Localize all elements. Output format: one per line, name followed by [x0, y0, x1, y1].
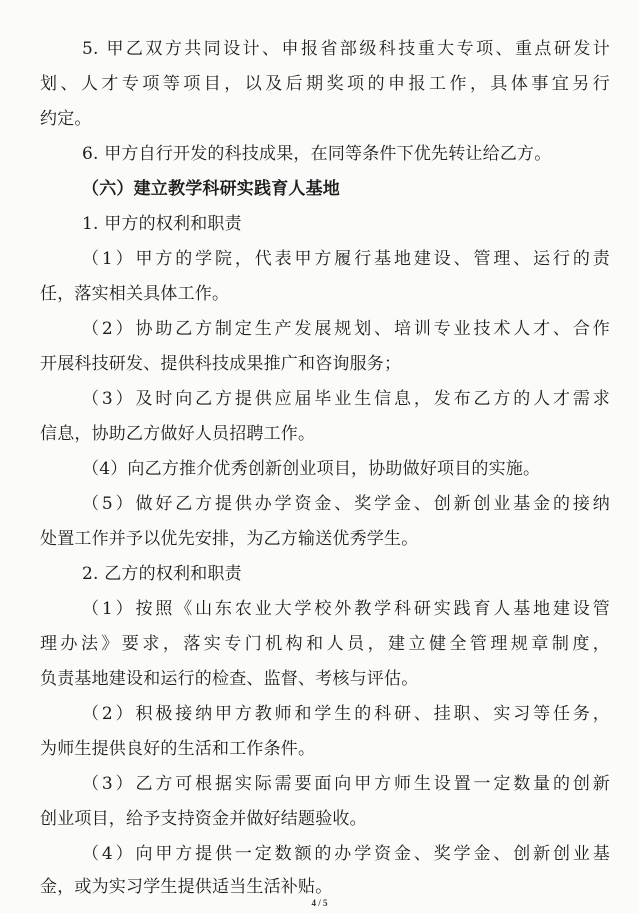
- paragraph-line: （1）甲方的学院，代表甲方履行基地建设、管理、运行的责: [82, 249, 610, 269]
- paragraph-line: 划、人才专项等项目，以及后期奖项的申报工作，具体事宜另行: [40, 74, 610, 94]
- subsection-heading: 1. 甲方的权利和职责: [82, 214, 242, 234]
- paragraph-line: （4）向甲方提供一定数额的办学资金、奖学金、创新创业基: [82, 844, 610, 864]
- paragraph-line: （4）向乙方推介优秀创新创业项目，协助做好项目的实施。: [82, 459, 541, 479]
- page-number: 4 / 5: [311, 898, 328, 908]
- paragraph-line: 创业项目，给予支持资金并做好结题验收。: [40, 809, 367, 829]
- paragraph-line: （2）协助乙方制定生产发展规划、培训专业技术人才、合作: [82, 319, 610, 339]
- paragraph-line: 约定。: [40, 109, 92, 129]
- paragraph-line: 金，或为实习学生提供适当生活补贴。: [40, 877, 333, 897]
- paragraph-line: 5. 甲乙双方共同设计、申报省部级科技重大专项、重点研发计: [82, 39, 610, 59]
- paragraph-line: 6. 甲方自行开发的科技成果，在同等条件下优先转让给乙方。: [82, 144, 552, 164]
- paragraph-line: 信息，协助乙方做好人员招聘工作。: [40, 424, 316, 444]
- paragraph-line: 理办法》要求，落实专门机构和人员，建立健全管理规章制度，: [40, 634, 610, 654]
- paragraph-line: 任，落实相关具体工作。: [40, 284, 230, 304]
- paragraph-line: 为师生提供良好的生活和工作条件。: [40, 739, 316, 759]
- section-heading: （六）建立教学科研实践育人基地: [82, 179, 340, 199]
- paragraph-line: 处置工作并予以优先安排，为乙方输送优秀学生。: [40, 529, 419, 549]
- paragraph-line: 负责基地建设和运行的检查、监督、考核与评估。: [40, 669, 419, 689]
- subsection-heading: 2. 乙方的权利和职责: [82, 564, 242, 584]
- paragraph-line: （3）及时向乙方提供应届毕业生信息，发布乙方的人才需求: [82, 389, 610, 409]
- paragraph-line: （5）做好乙方提供办学资金、奖学金、创新创业基金的接纳: [82, 494, 610, 514]
- paragraph-line: （3）乙方可根据实际需要面向甲方师生设置一定数量的创新: [82, 774, 610, 794]
- paragraph-line: （2）积极接纳甲方教师和学生的科研、挂职、实习等任务，: [82, 704, 610, 724]
- paragraph-line: 开展科技研发、提供科技成果推广和咨询服务；: [40, 354, 402, 374]
- paragraph-line: （1）按照《山东农业大学校外教学科研实践育人基地建设管: [82, 599, 610, 619]
